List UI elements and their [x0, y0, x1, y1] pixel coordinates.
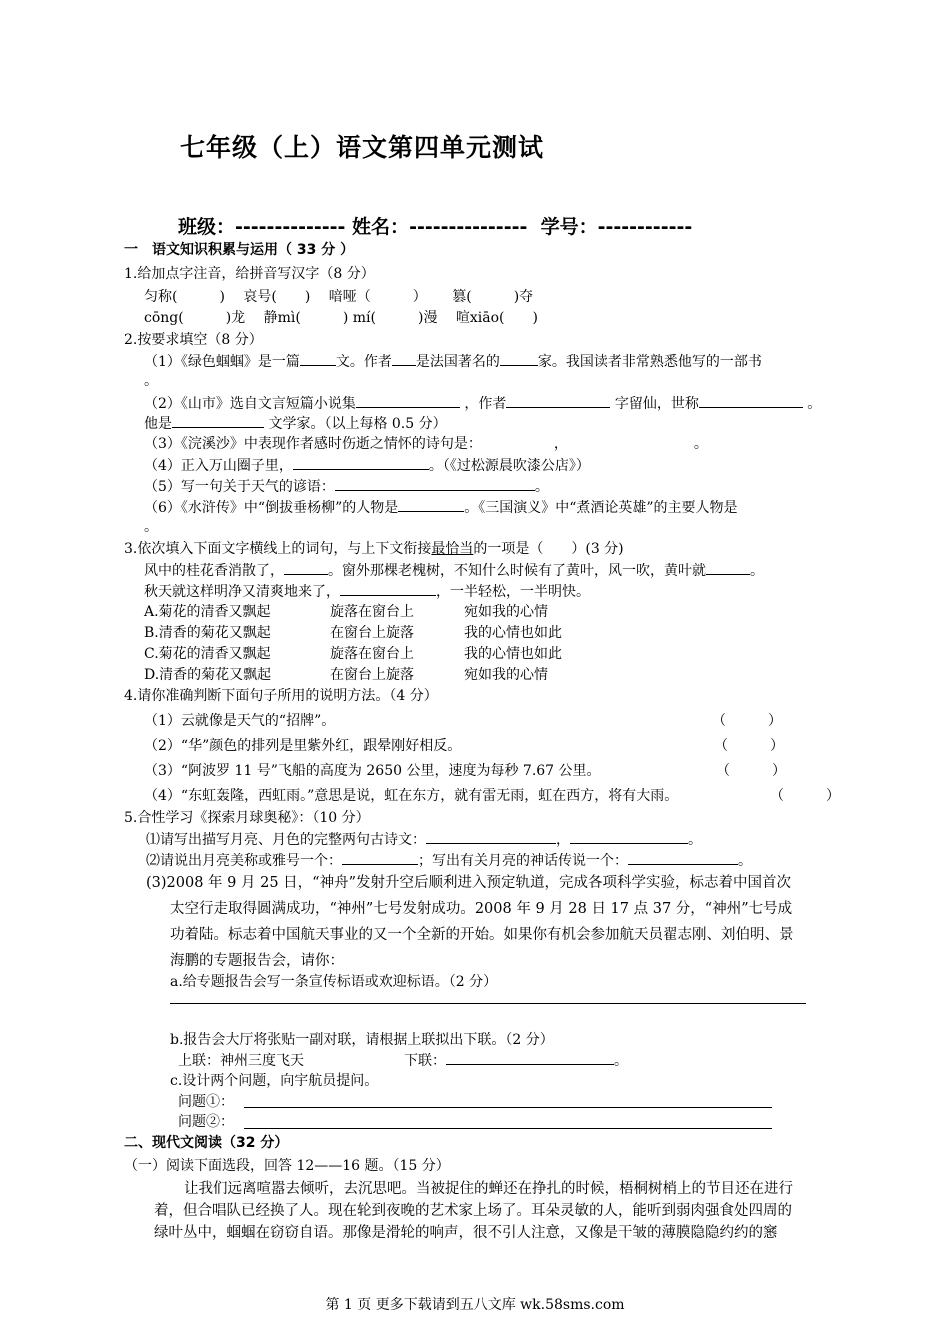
upper-couplet: 上联：神州三度飞天 — [178, 1053, 304, 1069]
q5-text: 。 — [614, 1053, 628, 1069]
q1-item: 静mì( ) — [263, 310, 349, 326]
option-part: 我的心情也如此 — [464, 625, 562, 641]
q2-text: 他是 — [144, 416, 172, 432]
q5-sub2 — [146, 850, 752, 871]
q5-part-b: b.报告会大厅将张贴一副对联，请根据上联拟出下联。（2 分） — [170, 1032, 554, 1048]
q5-part-c: c.设计两个问题，向宇航员提问。 — [170, 1073, 379, 1089]
q2-text: ， — [553, 436, 568, 452]
couplet-line — [178, 1050, 628, 1071]
q5-text: 。 — [738, 853, 752, 869]
reading-para-line3: 绿叶丛中，蝈蝈在窃窃自语。那像是滑轮的响声，很不引人注意，又像是干皱的薄膜隐隐约约的窸 — [154, 1225, 778, 1241]
option-part: D.清香的菊花又飘起 — [144, 667, 272, 683]
q3-text: 3.依次填入下面文字横线上的词句，与上下文衔接 — [124, 541, 432, 557]
q1-row1 — [144, 287, 533, 307]
q3-option-d[interactable] — [144, 665, 548, 685]
q2-text: （6）《水浒传》中“倒拔垂杨柳”的人物是 — [144, 500, 399, 516]
q5-text: ⑴请写出描写月亮、月色的完整两句古诗文： — [146, 832, 426, 848]
blank[interactable] — [699, 393, 803, 408]
q4-item-3: （3）“阿波罗 11 号”飞船的高度为 2650 公里，速度为每秒 7.67 公里。 — [144, 763, 601, 779]
blank[interactable] — [628, 850, 738, 865]
q2-text: 。（《过松源晨吹漆公店》） — [428, 458, 590, 474]
blank[interactable] — [426, 829, 556, 844]
q3-option-a[interactable] — [144, 602, 548, 622]
q2-text: 文学家。（以上每格 0.5 分） — [268, 416, 447, 432]
blank[interactable] — [446, 1050, 614, 1065]
q2-text: （4）正入万山圈子里， — [144, 458, 293, 474]
id-label: 学号： — [540, 216, 598, 238]
q2-text: 文。作者 — [335, 354, 392, 370]
q2-text: （5）写一句关于天气的谚语： — [144, 479, 335, 495]
page-title: 七年级（上）语文第四单元测试 — [180, 133, 545, 162]
q4-item-4: （4）“东虹轰隆，西虹雨。”意思是说，虹在东方，就有雷无雨，虹在西方，将有大雨。 — [144, 788, 679, 804]
question-1-label: 问题①： — [178, 1094, 234, 1110]
option-part: 在窗台上旋落 — [330, 625, 414, 641]
option-part: A.菊花的清香又飘起 — [144, 604, 271, 620]
q2-text: 是法国著名的 — [415, 354, 500, 370]
q2-prompt: 2.按要求填空（8 分） — [124, 332, 263, 348]
class-blank[interactable]: -------------- — [235, 216, 346, 238]
q1-item: 匀称( ) — [144, 289, 225, 305]
q3-prompt — [124, 539, 624, 559]
reading-para-line2: 着，但合唱队已经换了人。现在轮到夜晚的艺术家上场了。耳朵灵敏的人，能听到弱肉强食处四周的 — [154, 1203, 792, 1219]
q2-text: 字留仙，世称 — [614, 396, 699, 412]
option-part: 宛如我的心情 — [464, 604, 548, 620]
student-info-line — [178, 212, 692, 239]
q3-passage-line1 — [144, 560, 764, 581]
q2-line7 — [144, 497, 738, 518]
lower-couplet-label: 下联： — [404, 1053, 446, 1069]
option-part: C.菊花的清香又飘起 — [144, 646, 271, 662]
q3-passage-line2 — [144, 581, 590, 602]
q5-sub3-line4: 海鹏的专题报告会，请你： — [170, 953, 344, 969]
q4-item-2: （2）“华”颜色的排列是里紫外红，跟晕刚好相反。 — [144, 738, 462, 754]
q2-line5 — [144, 455, 590, 476]
q1-prompt: 1.给加点字注音，给拼音写汉字（8 分） — [124, 266, 375, 282]
reading-para-line1: 让我们远离喧嚣去倾听，去沉思吧。当被捉住的蝉还在挣扎的时候，梧桐树梢上的节目还在进行 — [184, 1181, 793, 1197]
q3-text: 。窗外那棵老槐树，不知什么时候有了黄叶，风一吹，黄叶就 — [328, 563, 706, 579]
option-part: 宛如我的心情 — [464, 667, 548, 683]
q1-item: 哀号( ) — [243, 289, 311, 305]
q2-line1 — [144, 351, 762, 372]
q5-sub1 — [146, 829, 702, 850]
q5-prompt: 5.合性学习《探索月球奥秘》：（10 分） — [124, 810, 370, 826]
q2-line4 — [144, 434, 708, 454]
blank[interactable] — [284, 560, 328, 575]
blank[interactable] — [293, 455, 429, 470]
q3-option-b[interactable] — [144, 623, 562, 643]
q5-text: ⑵请说出月亮美称或雅号一个： — [146, 853, 342, 869]
option-part: 我的心情也如此 — [464, 646, 562, 662]
q4-answer-4[interactable]: （ ） — [770, 788, 840, 804]
q2-line3 — [144, 413, 447, 434]
id-blank[interactable]: ------------ — [597, 216, 693, 238]
q1-item: mí( )漫 — [352, 310, 438, 326]
q1-row2 — [144, 308, 538, 328]
q4-prompt: 4.请你准确判断下面句子所用的说明方法。（4 分） — [124, 688, 438, 704]
q3-text: ，一半轻松，一半明快。 — [436, 584, 590, 600]
q1-item: cōng( )龙 — [144, 310, 246, 326]
section2-heading: 二、现代文阅读（32 分） — [124, 1135, 289, 1151]
q2-text: 。 — [807, 396, 822, 412]
q2-line6 — [144, 476, 549, 497]
blank[interactable] — [506, 393, 610, 408]
q3-text: 的一项是（ ）(3 分) — [473, 541, 624, 557]
blank[interactable] — [392, 351, 416, 366]
q5-sub3-line2: 太空行走取得圆满成功，“神州”七号发射成功。2008 年 9 月 28 日 17 点 37 分，“神州”七号成 — [170, 901, 793, 917]
q2-text: ，作者 — [464, 396, 507, 412]
q3-emphasis: 最恰当 — [431, 541, 474, 557]
blank[interactable] — [300, 351, 336, 366]
page-footer: 第 1 页 更多下载请到五八文库 wk.58sms.com — [325, 1297, 625, 1313]
blank[interactable] — [172, 413, 264, 428]
blank[interactable] — [706, 560, 750, 575]
answer-line-q1[interactable] — [244, 1107, 772, 1108]
blank[interactable] — [340, 581, 436, 596]
blank[interactable] — [500, 351, 538, 366]
blank[interactable] — [398, 497, 464, 512]
option-part: B.清香的菊花又飘起 — [144, 625, 271, 641]
q2-line7-end: 。 — [144, 519, 158, 535]
q2-text: 。《三国演义》中“煮酒论英雄”的主要人物是 — [464, 500, 738, 516]
q3-text: 。 — [750, 563, 764, 579]
q1-item: 篡( )夺 — [452, 289, 534, 305]
q1-item: 喧xiāo( ) — [455, 310, 538, 326]
name-blank[interactable]: --------------- — [409, 216, 528, 238]
question-2-label: 问题②： — [178, 1114, 234, 1130]
q3-text: 风中的桂花香消散了， — [144, 563, 284, 579]
q2-line2 — [144, 393, 821, 414]
q4-answer-3[interactable]: （ ） — [716, 763, 786, 779]
q5-text: ；写出有关月亮的神话传说一个： — [418, 853, 628, 869]
answer-line-a[interactable] — [170, 1003, 806, 1004]
q5-text: ， — [556, 832, 570, 848]
q2-text: 。 — [693, 436, 708, 452]
blank[interactable] — [342, 850, 418, 865]
q2-text: （1）《绿色蝈蝈》是一篇 — [144, 354, 300, 370]
q2-text: 家。我国读者非常熟悉他写的一部书 — [537, 354, 762, 370]
q2-text: 。 — [534, 479, 549, 495]
q3-option-c[interactable] — [144, 644, 562, 664]
q2-line1-end: 。 — [144, 373, 158, 389]
option-part: 旋落在窗台上 — [330, 646, 414, 662]
q2-text: （2）《山市》选自文言短篇小说集 — [144, 396, 356, 412]
q3-text: 秋天就这样明净又清爽地来了， — [144, 584, 340, 600]
name-label: 姓名： — [352, 216, 410, 238]
class-label: 班级： — [178, 216, 236, 238]
q5-text: 。 — [688, 832, 702, 848]
reading-subheading: （一）阅读下面选段，回答 12——16 题。（15 分） — [124, 1158, 450, 1174]
q4-answer-2[interactable]: （ ） — [714, 738, 784, 754]
q4-item-1: （1）云就像是天气的“招牌”。 — [144, 713, 336, 729]
q5-sub3-line3: 功着陆。标志着中国航天事业的又一个全新的开始。如果你有机会参加航天员翟志刚、刘伯明、景 — [170, 927, 794, 943]
blank[interactable] — [356, 393, 460, 408]
q2-text: （3）《浣溪沙》中表现作者感时伤逝之情怀的诗句是： — [144, 436, 482, 452]
section1-heading: 一 语文知识积累与运用（ 33 分 ） — [124, 242, 355, 258]
blank[interactable] — [570, 829, 688, 844]
q4-answer-1[interactable]: （ ） — [712, 713, 782, 729]
answer-line-q2[interactable] — [244, 1128, 772, 1129]
option-part: 在窗台上旋落 — [330, 667, 414, 683]
q5-part-a: a.给专题报告会写一条宣传标语或欢迎标语。（2 分） — [170, 974, 498, 990]
blank[interactable] — [335, 476, 535, 491]
q1-item: 喑哑（ ） — [328, 289, 420, 305]
option-part: 旋落在窗台上 — [330, 604, 414, 620]
q5-sub3-line1: (3)2008 年 9 月 25 日，“神舟”发射升空后顺利进入预定轨道，完成各项科学实验，标志着中国首次 — [146, 875, 791, 891]
